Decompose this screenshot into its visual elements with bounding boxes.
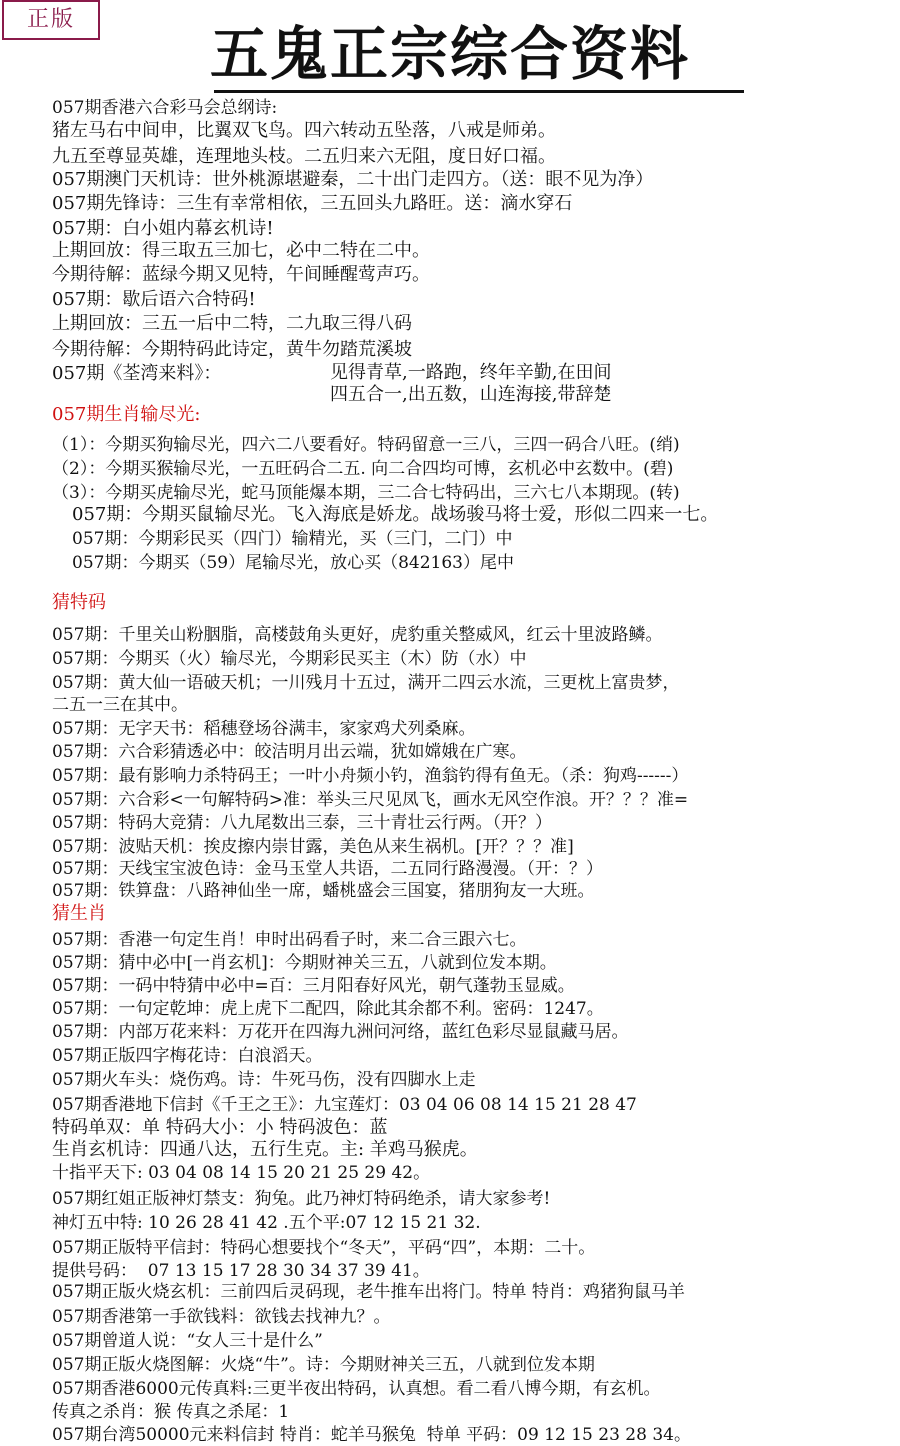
text-line: 057期香港第一手欲钱料：欲钱去找神九？。 xyxy=(52,1307,391,1327)
section-heading: 057期生肖输尽光: xyxy=(52,404,201,425)
text-line: 057期：六合彩<一句解特码>准：举头三尺见凤飞，画水无风空作浪。开？？？准= xyxy=(52,790,689,810)
text-line: 057期：香港一句定生肖！申时出码看子时，来二合三跟六七。 xyxy=(52,930,527,950)
text-line: 057期：内部万花来料：万花开在四海九洲问河络，蓝红色彩尽显鼠藏马居。 xyxy=(52,1022,629,1042)
text-line: 057期正版火烧玄机：三前四后灵码现，老牛推车出将门。特单 特肖：鸡猪狗鼠马羊 xyxy=(52,1282,685,1302)
text-line: 057期：今期买（59）尾输尽光，放心买（842163）尾中 xyxy=(72,553,514,573)
text-line: 057期：特码大竞猜：八九尾数出三泰，三十青壮云行两。（开？） xyxy=(52,813,552,833)
edition-badge: 正版 xyxy=(2,0,100,40)
section-heading: 猜特码 xyxy=(52,592,106,613)
text-line: 057期正版四字梅花诗：白浪滔天。 xyxy=(52,1046,323,1066)
text-line: 057期正版特平信封：特码心想要找个“冬天”，平码“四”，本期：二十。 xyxy=(52,1238,596,1258)
text-line: 057期台湾50000元来料信封 特肖：蛇羊马猴兔 特单 平码：09 12 15 23 28 34。 xyxy=(52,1425,691,1445)
text-line: 上期回放：得三取五三加七，必中二特在二中。 xyxy=(52,240,430,261)
text-line: 057期：白小姐内幕玄机诗! xyxy=(52,218,274,239)
page-title: 五鬼正宗综合资料 xyxy=(209,20,690,88)
text-line: 057期：黄大仙一语破天机；一川残月十五过，满开二四云水流，三更枕上富贵梦， xyxy=(52,673,680,693)
text-line: 提供号码： 07 13 15 17 28 30 34 37 39 41。 xyxy=(52,1261,430,1281)
text-line: 猪左马右中间申，比翼双飞鸟。四六转动五坠落，八戒是师弟。 xyxy=(52,120,556,141)
text-line: 今期待解：今期特码此诗定，黄牛勿踏荒溪坡 xyxy=(52,339,412,360)
text-line: 057期：千里关山粉胭脂，高楼鼓角头更好，虎豹重关整威风，红云十里波路鳞。 xyxy=(52,625,663,645)
text-line: 057期：无字天书：稻穗登场谷满丰，家家鸡犬列桑麻。 xyxy=(52,719,476,739)
text-line: 057期：六合彩猜透必中：皎洁明月出云端，犹如嫦娥在广寒。 xyxy=(52,742,527,762)
text-line: 057期：今期买（火）输尽光，今期彩民买主（木）防（水）中 xyxy=(52,649,527,669)
text-line: （3）：今期买虎输尽光，蛇马顶能爆本期，三二合七特码出，三六七八本期现。(转) xyxy=(52,483,680,503)
text-line: 057期：歇后语六合特码! xyxy=(52,289,256,310)
text-line: （1）：今期买狗输尽光，四六二八要看好。特码留意一三八，三四一码合八旺。(绡) xyxy=(52,435,680,455)
text-line: 057期正版火烧图解：火烧“牛”。诗：今期财神关三五，八就到位发本期 xyxy=(52,1355,595,1375)
text-line: 九五至尊显英雄，连理地头枝。二五归来六无阻，度日好口福。 xyxy=(52,146,556,167)
text-line: 057期：一码中特猜中必中=百：三月阳春好风光，朝气蓬勃玉显威。 xyxy=(52,976,575,996)
text-line: 见得青草,一路跑，终年辛勤,在田间 xyxy=(330,362,612,383)
text-line: 057期香港六合彩马会总纲诗: xyxy=(52,98,278,118)
text-line: 传真之杀肖：猴 传真之杀尾：1 xyxy=(52,1402,290,1422)
section-heading: 猜生肖 xyxy=(52,903,106,924)
text-line: 057期：猜中必中[一肖玄机]：今期财神关三五，八就到位发本期。 xyxy=(52,953,557,973)
text-line: 057期：一句定乾坤：虎上虎下二配四，除此其余都不利。密码：1247。 xyxy=(52,999,604,1019)
text-line: 057期先锋诗：三生有幸常相依，三五回头九路旺。送：滴水穿石 xyxy=(52,193,573,214)
text-line: 057期：今期买鼠输尽光。飞入海底是娇龙。战场骏马将士爱，形似二四来一七。 xyxy=(72,504,719,525)
text-line: 057期：天线宝宝波色诗：金马玉堂人共语，二五同行路漫漫。（开：？） xyxy=(52,859,603,879)
text-line: 057期：波贴天机：挨皮擦内崇甘露，美色从来生祸机。[开？？？准] xyxy=(52,837,574,857)
text-line: 057期红姐正版神灯禁支：狗兔。此乃神灯特码绝杀，请大家参考! xyxy=(52,1189,551,1209)
text-line: 十指平天下: 03 04 08 14 15 20 21 25 29 42。 xyxy=(52,1163,431,1183)
text-line: 生肖玄机诗：四通八达，五行生克。主: 羊鸡马猴虎。 xyxy=(52,1139,478,1160)
text-line: 今期待解：蓝绿今期又见特，午间睡醒莺声巧。 xyxy=(52,264,430,285)
text-line: 二五一三在其中。 xyxy=(52,695,188,715)
text-line: 057期香港地下信封《千王之王》：九宝莲灯：03 04 06 08 14 15 21 28 47 xyxy=(52,1095,637,1115)
text-line: 057期：最有影响力杀特码王；一叶小舟频小钓，渔翁钓得有鱼无。（杀：狗鸡------） xyxy=(52,766,689,786)
text-line: 上期回放：三五一后中二特，二九取三得八码 xyxy=(52,313,412,334)
text-line: 057期：铁算盘：八路神仙坐一席，蟠桃盛会三国宴，猪朋狗友一大班。 xyxy=(52,881,595,901)
text-line: 057期：今期彩民买（四门）输精光，买（三门，二门）中 xyxy=(72,529,513,549)
text-line: 四五合一,出五数，山连海接,带辞楚 xyxy=(330,384,612,405)
text-line: 057期曾道人说：“女人三十是什么” xyxy=(52,1331,323,1351)
text-line: 057期澳门天机诗：世外桃源堪避秦，二十出门走四方。（送：眼不见为净） xyxy=(52,169,654,190)
text-line: 神灯五中特: 10 26 28 41 42 .五个平:07 12 15 21 32. xyxy=(52,1213,481,1233)
title-underline xyxy=(214,90,744,93)
text-line: 057期香港6000元传真料:三更半夜出特码，认真想。看二看八博今期，有玄机。 xyxy=(52,1379,661,1399)
text-line: （2）：今期买猴输尽光，一五旺码合二五. 向二合四均可博，玄机必中玄数中。(碧) xyxy=(52,459,674,479)
text-line: 特码单双：单 特码大小：小 特码波色：蓝 xyxy=(52,1117,388,1138)
text-line: 057期火车头：烧伤鸡。诗：牛死马伤，没有四脚水上走 xyxy=(52,1070,476,1090)
text-line: 057期《荃湾来料》： xyxy=(52,363,222,384)
